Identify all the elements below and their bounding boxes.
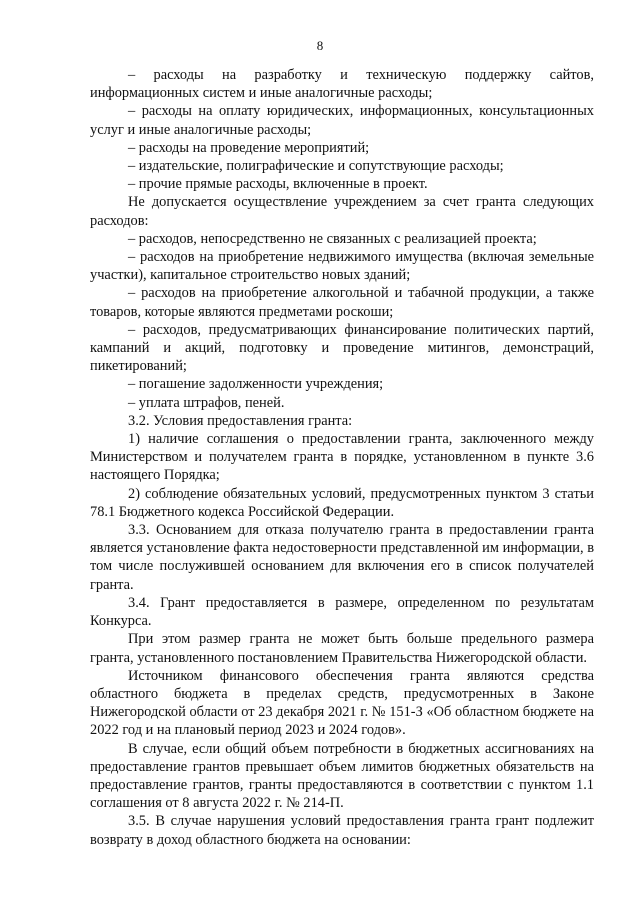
paragraph: В случае, если общий объем потребности в бюджетных ассигнованиях на предоставление грантов превышает объем лимитов бюджетных обязательств на предоставление грантов, гранты предоставляются в соответствии с пунктом 1.1 соглашения от 8 августа 2022 г. № 214-П. — [90, 740, 594, 812]
paragraph: – расходов на приобретение недвижимого имущества (включая земельные участки), капитальное строительство новых зданий; — [90, 249, 594, 284]
paragraph: При этом размер гранта не может быть больше предельного размера гранта, установленного постановлением Правительства Нижегородской области. — [90, 631, 594, 666]
paragraph: – уплата штрафов, пеней. — [128, 394, 285, 411]
paragraph: Не допускается осуществление учреждением за счет гранта следующих расходов: — [90, 194, 594, 229]
section-heading: 3.2. Условия предоставления гранта: — [128, 412, 353, 429]
paragraph: – расходы на проведение мероприятий; — [128, 139, 370, 156]
paragraph: 2) соблюдение обязательных условий, предусмотренных пунктом 3 статьи 78.1 Бюджетного кодекса Российской Федерации. — [90, 485, 594, 520]
paragraph: – издательские, полиграфические и сопутствующие расходы; — [128, 158, 504, 175]
paragraph: – прочие прямые расходы, включенные в проект. — [128, 176, 428, 193]
paragraph: – расходов, непосредственно не связанных с реализацией проекта; — [128, 230, 537, 247]
paragraph: 3.3. Основанием для отказа получателю гранта в предоставлении гранта является установление факта недостоверности представленной им информации, в том числе послужившей основанием для включения его в список получателей гранта. — [90, 522, 594, 593]
page-number: 8 — [316, 38, 324, 53]
paragraph: – расходы на разработку и техническую поддержку сайтов, информационных систем и иные аналогичные расходы; — [90, 67, 594, 102]
paragraph: – расходов на приобретение алкогольной и табачной продукции, а также товаров, которые являются предметами роскоши; — [90, 285, 594, 320]
paragraph: 3.5. В случае нарушения условий предоставления гранта грант подлежит возврату в доход областного бюджета на основании: — [90, 813, 594, 848]
paragraph: Источником финансового обеспечения гранта являются средства областного бюджета в пределах средств, предусмотренных в Законе Нижегородской области от 23 декабря 2021 г. № 151-З «Об областном бюджете на 2022 год и на плановый период 2023 и 2024 годов». — [90, 667, 594, 739]
paragraph: – расходы на оплату юридических, информационных, консультационных услуг и иные аналогичные расходы; — [90, 103, 594, 138]
paragraph: – погашение задолженности учреждения; — [128, 376, 384, 393]
paragraph: 3.4. Грант предоставляется в размере, определенном по результатам Конкурса. — [90, 594, 594, 630]
paragraph: – расходов, предусматривающих финансирование политических партий, кампаний и акций, подготовку и проведение митингов, демонстраций, пикетирований; — [90, 321, 594, 375]
document-body — [90, 66, 594, 849]
paragraph: 1) наличие соглашения о предоставлении гранта, заключенного между Министерством и получателем гранта в порядке, установленном в пункте 3.6 настоящего Порядка; — [90, 431, 594, 484]
